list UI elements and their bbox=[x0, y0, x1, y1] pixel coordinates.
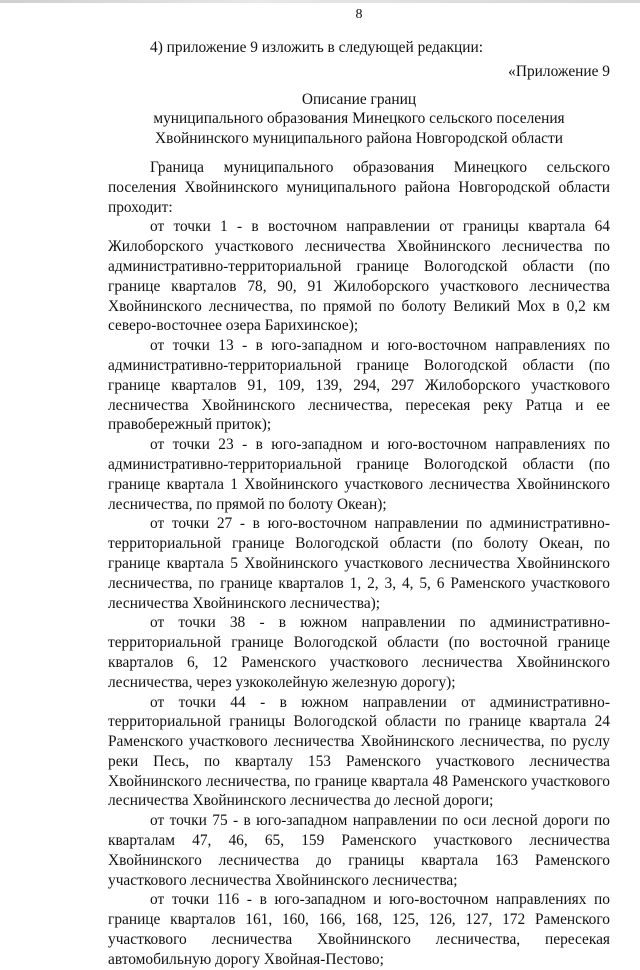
paragraph: от точки 13 - в юго-западном и юго-восточном направлениях по административно-территориальной границе Вологодской области (по границе кварталов 91, 109, 139, 294, 297 Жилоборского участкового лесничества Хвойнинского лесничества, пересекая реку Ратца и ее правобережный приток); bbox=[108, 337, 610, 434]
paragraph: от точки 44 - в южном направлении от административно-территориальной границы Вологодской области по границе квартала 24 Раменского участкового лесничества Хвойнинского лесничества, по руслу реки Песь, по кварталу 153 Раменского участкового лесничества Хвойнинского лесничества, по границе квартала 48 Раменского участкового лесничества Хвойнинского лесничества до лесной дороги; bbox=[108, 693, 610, 810]
title-line: Описание границ bbox=[301, 90, 417, 108]
paragraph: от точки 27 - в юго-восточном направлении по административно-территориальной границе Вологодской области (по болоту Океан, по границе квартала 5 Хвойнинского участкового лесничества Хвойнинского лесничества, по границе кварталов 1, 2, 3, 4, 5, 6 Раменского участкового лесничества Хвойнинского лесничества); bbox=[108, 515, 610, 612]
paragraph: от точки 38 - в южном направлении по административно-территориальной границе Вологодской области (по восточной границе кварталов 6, 12 Раменского участкового лесничества Хвойнинского лесничества, через узкоколейную железную дорогу); bbox=[108, 614, 610, 691]
page-number: 8 bbox=[355, 7, 363, 22]
annex-label: «Приложение 9 bbox=[508, 62, 610, 80]
paragraph: от точки 75 - в юго-западном направлении по оси лесной дороги по кварталам 47, 46, 65, 159 Раменского участкового лесничества Хвойнинского лесничества до границы квартала 163 Раменского участкового лесничества Хвойнинского лесничества; bbox=[108, 812, 610, 889]
document-title bbox=[108, 90, 610, 149]
paragraph: от точки 1 - в восточном направлении от границы квартала 64 Жилоборского участкового лесничества Хвойнинского лесничества по административно-территориальной границе Вологодской области (по границе кварталов 78, 90, 91 Жилоборского участкового лесничества Хвойнинского лесничества, по прямой по болоту Великий Мох в 0,2 км северо-восточнее озера Барихинское); bbox=[108, 218, 610, 335]
paragraph: Граница муниципального образования Минецкого сельского поселения Хвойнинского муниципального района Новгородской области проходит: bbox=[108, 158, 610, 216]
title-line: Хвойнинского муниципального района Новгородской области bbox=[155, 130, 563, 148]
title-line: муниципального образования Минецкого сельского поселения bbox=[153, 110, 565, 128]
body-text bbox=[108, 158, 610, 970]
paragraph: от точки 116 - в юго-западном и юго-восточном направлениях по границе кварталов 161, 160, 166, 168, 125, 126, 127, 172 Раменского участкового лесничества Хвойнинского лесничества, пересекая автомобильную дорогу Хвойная-Пестово; bbox=[108, 891, 610, 968]
document-page bbox=[108, 0, 610, 970]
paragraph: от точки 23 - в юго-западном и юго-восточном направлениях по административно-территориальной границе Вологодской области (по границе квартала 1 Хвойнинского участкового лесничества Хвойнинского лесничества, по прямой по болоту Океан); bbox=[108, 436, 610, 513]
amendment-intro: 4) приложение 9 изложить в следующей редакции: bbox=[150, 39, 484, 56]
